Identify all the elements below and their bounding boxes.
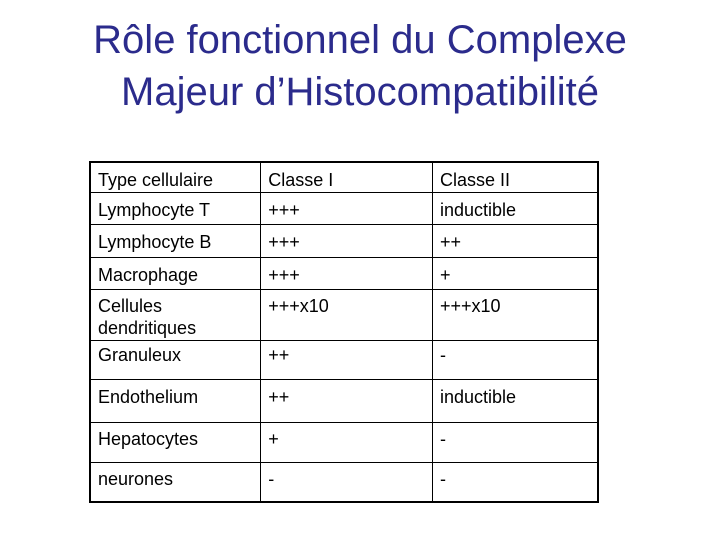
cell-class-i: + (261, 422, 433, 462)
cell-class-ii: - (433, 422, 598, 462)
cell-type: Granuleux (90, 340, 261, 379)
slide-title (0, 14, 720, 118)
cell-type: Cellules dendritiques (90, 289, 261, 340)
cell-class-ii: +++x10 (433, 289, 598, 340)
header-cell-class-i: Classe I (261, 162, 433, 192)
cell-class-i: +++ (261, 224, 433, 257)
table-header-row (90, 162, 598, 192)
cell-class-ii: inductible (433, 379, 598, 422)
cell-class-i: - (261, 462, 433, 502)
cell-class-i: +++ (261, 257, 433, 289)
header-cell-cell-type: Type cellulaire (90, 162, 261, 192)
table-row (90, 257, 598, 289)
cell-type: Hepatocytes (90, 422, 261, 462)
cell-class-ii: + (433, 257, 598, 289)
header-cell-class-ii: Classe II (433, 162, 598, 192)
table-row (90, 289, 598, 340)
cell-type: Lymphocyte T (90, 192, 261, 224)
mhc-expression-table (89, 161, 599, 503)
cell-class-i: ++ (261, 340, 433, 379)
table-row (90, 422, 598, 462)
cell-class-ii: - (433, 462, 598, 502)
cell-class-i: +++ (261, 192, 433, 224)
cell-type: Macrophage (90, 257, 261, 289)
cell-class-ii: ++ (433, 224, 598, 257)
cell-class-ii: inductible (433, 192, 598, 224)
table-row (90, 379, 598, 422)
cell-class-ii: - (433, 340, 598, 379)
cell-class-i: ++ (261, 379, 433, 422)
table-row (90, 224, 598, 257)
cell-type: Lymphocyte B (90, 224, 261, 257)
cell-class-i: +++x10 (261, 289, 433, 340)
slide-title-line-2: Majeur d’Histocompatibilité (121, 70, 599, 114)
cell-type: neurones (90, 462, 261, 502)
cell-type: Endothelium (90, 379, 261, 422)
table-row (90, 462, 598, 502)
table-row (90, 340, 598, 379)
table-row (90, 192, 598, 224)
slide-title-line-1: Rôle fonctionnel du Complexe (93, 18, 627, 62)
